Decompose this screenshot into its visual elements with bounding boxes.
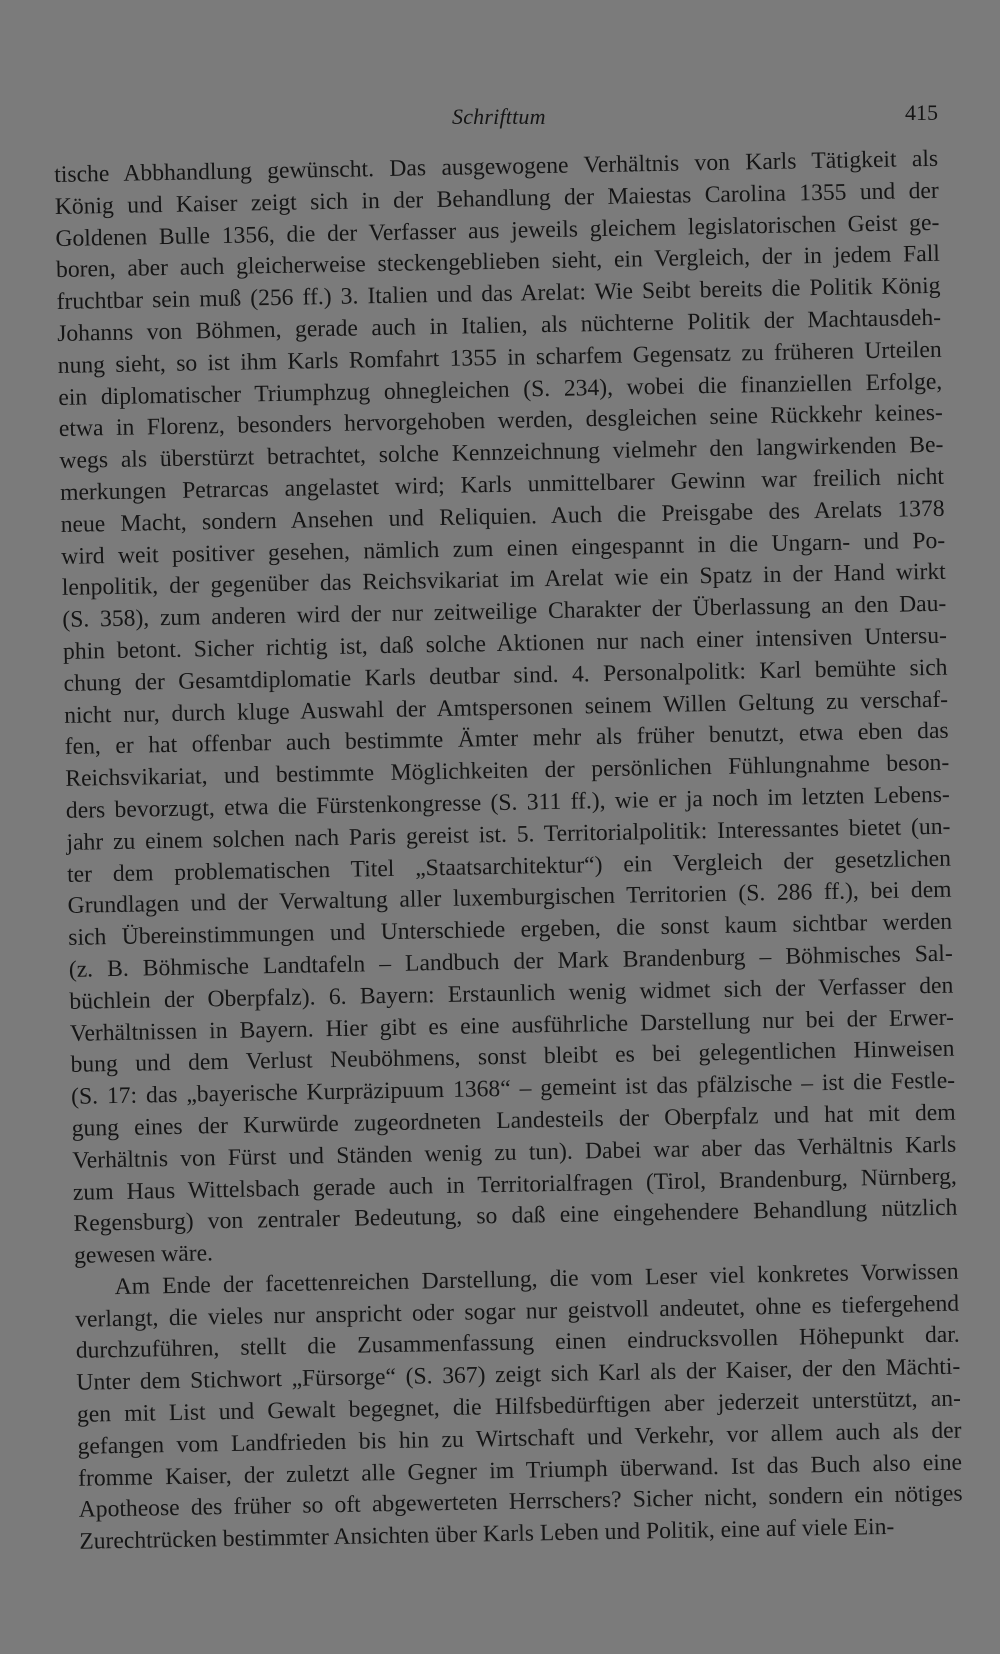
- text-line: Goldenen Bulle 1356, die der Verfasser aus jeweils gleichem legislatorischen Geist ge-: [55, 209, 940, 252]
- text-line: verlangt, die vieles nur anspricht oder sogar nur geistvoll andeutet, ohne es tiefergehend: [75, 1290, 960, 1333]
- text-line: boren, aber auch gleicherweise steckengeblieben sieht, ein Vergleich, der in jedem Fall: [55, 241, 941, 284]
- text-line: Reichsvikariat, und bestimmte Möglichkeiten der persönlichen Fühlungnahme beson-: [65, 749, 950, 793]
- text-line: nung sieht, so ist ihm Karls Romfahrt 1355 in scharfem Gegensatz zu früheren Urteilen: [57, 336, 942, 379]
- text-line: Verhältnis von Fürst und Ständen wenig zu tun). Dabei war aber das Verhältnis Karls: [72, 1131, 957, 1174]
- text-line: wegs als überstürzt betrachtet, solche Kennzeichnung vielmehr den langwirkenden Be-: [59, 431, 944, 475]
- text-line: (S. 358), zum anderen wird der nur zeitweilige Charakter der Überlassung an den Dau-: [62, 590, 947, 634]
- text-line: fen, er hat offenbar auch bestimmte Ämter mehr als früher benutzt, etwa eben das: [64, 718, 949, 761]
- text-line: sich Übereinstimmungen und Unterschiede ergeben, die sonst kaum sichtbar werden: [68, 908, 953, 951]
- text-line: Unter dem Stichwort „Fürsorge“ (S. 367) zeigt sich Karl als der Kaiser, der den Mächti-: [76, 1353, 961, 1397]
- text-line: Regensburg) von zentraler Bedeutung, so daß eine eingehendere Behandlung nützlich: [73, 1194, 958, 1238]
- text-line: zum Haus Wittelsbach gerade auch in Territorialfragen (Tirol, Brandenburg, Nürnberg,: [72, 1163, 958, 1206]
- text-line: (S. 17: das „bayerische Kurpräzipuum 1368“ – gemeint ist das pfälzische – ist die Festle-: [70, 1067, 956, 1110]
- text-line: lenpolitik, der gegenüber das Reichsvikariat im Arelat wie ein Spatz in der Hand wirkt: [61, 559, 946, 602]
- running-head: Schrifttum: [452, 104, 546, 129]
- text-line: durchzuführen, stellt die Zusammenfassung einen eindrucksvollen Höhepunkt dar.: [75, 1322, 960, 1365]
- text-line: merkungen Petrarcas angelastet wird; Karls unmittelbarer Gewinn war freilich nicht: [59, 463, 945, 506]
- text-line: ter dem problematischen Titel „Staatsarchitektur“) ein Vergleich der gesetzlichen: [66, 845, 952, 888]
- text-line: jahr zu einem solchen nach Paris gereist ist. 5. Territorialpolitik: Interessantes bietet (un-: [66, 813, 951, 856]
- text-line: Johanns von Böhmen, gerade auch in Italien, als nüchterne Politik der Machtausdeh-: [56, 304, 942, 347]
- text-line: gung eines der Kurwürde zugeordneten Landesteils der Oberpfalz und hat mit dem: [71, 1099, 956, 1142]
- text-line: gen mit List und Gewalt begegnet, die Hilfsbedürftigen aber jederzeit unterstützt, an-: [76, 1385, 962, 1428]
- text-line: wird weit positiver gesehen, nämlich zum einen eingespannt in die Ungarn- und Po-: [61, 527, 946, 570]
- text-line: gewesen wäre.: [73, 1240, 214, 1269]
- text-line: phin betont. Sicher richtig ist, daß solche Aktionen nur nach einer intensiven Untersu-: [62, 622, 948, 665]
- text-line: etwa in Florenz, besonders hervorgehoben werden, desgleichen seine Rückkehr keines-: [58, 400, 944, 443]
- text-line: fromme Kaiser, der zuletzt alle Gegner im Triumph überwand. Ist das Buch also eine: [77, 1449, 963, 1492]
- text-line: fruchtbar sein muß (256 ff.) 3. Italien und das Arelat: Wie Seibt bereits die Politik König: [56, 272, 941, 316]
- text-line: Verhältnissen in Bayern. Hier gibt es eine ausführliche Darstellung nur bei der Erwer-: [69, 1004, 955, 1047]
- page-number: 415: [905, 100, 938, 125]
- body-text: [54, 144, 963, 1559]
- text-line: gefangen vom Landfrieden bis hin zu Wirtschaft und Verkehr, vor allem auch als der: [77, 1417, 962, 1460]
- text-line: büchlein der Oberpfalz). 6. Bayern: Erstaunlich wenig widmet sich der Verfasser den: [69, 972, 954, 1015]
- text-line: nicht nur, durch kluge Auswahl der Amtspersonen seinem Willen Geltung zu verschaf-: [63, 686, 949, 729]
- text-line: bung und dem Verlust Neuböhmens, sonst bleibt es bei gelegentlichen Hinweisen: [70, 1035, 955, 1079]
- paragraph: [74, 1257, 963, 1559]
- text-line: Zurechtrücken bestimmter Ansichten über Karls Leben und Politik, eine auf viele Ein-: [79, 1514, 895, 1556]
- text-line: tische Abbhandlung gewünscht. Das ausgewogene Verhältnis von Karls Tätigkeit als: [54, 145, 939, 188]
- text-line: König und Kaiser zeigt sich in der Behandlung der Maiestas Carolina 1355 und der: [54, 177, 939, 220]
- text-line: ders bevorzugt, etwa die Fürstenkongresse (S. 311 ff.), wie er ja noch im letzten Lebens-: [65, 781, 951, 824]
- text-line: (z. B. Böhmische Landtafeln – Landbuch der Mark Brandenburg – Böhmisches Sal-: [68, 940, 953, 983]
- text-line: chung der Gesamtdiplomatie Karls deutbar sind. 4. Personalpolitk: Karl bemühte sich: [63, 654, 948, 697]
- page-header: [0, 96, 1000, 136]
- text-line: neue Macht, sondern Ansehen und Reliquien. Auch die Preisgabe des Arelats 1378: [60, 495, 945, 538]
- text-line: Am Ende der facettenreichen Darstellung, die vom Leser viel konkretes Vorwissen: [114, 1258, 959, 1300]
- text-line: Grundlagen und der Verwaltung aller luxemburgischen Territorien (S. 286 ff.), bei dem: [67, 877, 952, 920]
- text-line: Apotheose des früher so oft abgewerteten Herrschers? Sicher nicht, sondern ein nötiges: [78, 1481, 963, 1524]
- paragraph: [54, 144, 958, 1273]
- text-line: ein diplomatischer Triumphzug ohnegleichen (S. 234), wobei die finanziellen Erfolge,: [58, 368, 943, 411]
